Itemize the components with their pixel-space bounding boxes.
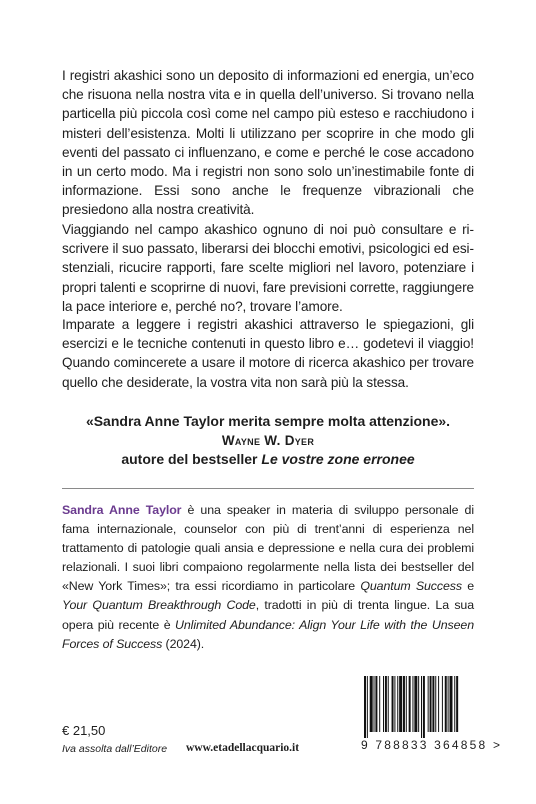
testimonial-quote <box>62 412 474 469</box>
price: € 21,50 <box>62 723 106 738</box>
vat-note: Iva assolta dall’Editore <box>62 743 168 755</box>
bio-book-title-1: Quantum Success <box>360 579 462 594</box>
bio-book-title-3: Unlimited Abundance: Align Your Life with the Unseen Forces of Success <box>62 617 475 651</box>
description-paragraph-2: Viaggiando nel campo akashico ognuno di noi può consultare e riscrivere il suo passato, liberarsi dei blocchi emotivi, psicologici ed esistenziali, ricucire rapporti, fare scelte migliori nel lavoro, potenziare i propri talenti e scoprirne di nuovi, fare previsioni corrette, raggiungere la pace interiore e, perché no?, trovare l’amore. <box>62 222 474 314</box>
quote-note-book-title: Le vostre zone erronee <box>261 451 415 467</box>
bio-book-title-2: Your Quantum Breakthrough Code <box>62 598 256 613</box>
description-paragraph-1: I registri akashici sono un deposito di informazioni ed energia, un’eco che risuona nella nostra vita e in quella dell’universo. Si trovano nella particella più piccola così come nel campo più esteso e racchiudono i misteri dell’esistenza. Molti li utilizzano per scoprire in che modo gli eventi del passato ci influenzano, e come e perché le cose accadono in un certo modo. Ma i registri non sono solo un’inestimabile fonte di informazione. Essi sono anche le frequenze vibrazionali che presiedono alla nostra creatività. <box>62 68 474 218</box>
bio-text-3: , tradotti in più di trenta lingue. La sua opera più recente è <box>62 598 474 632</box>
quote-author-note <box>62 450 474 469</box>
quote-text: «Sandra Anne Taylor merita sempre molta attenzione». <box>85 413 451 429</box>
bio-text-2: e <box>461 579 474 594</box>
author-name: Sandra Anne Taylor <box>62 503 182 517</box>
publisher-website[interactable]: www.etadellacquario.it <box>186 742 300 754</box>
quote-author: Wayne W. Dyer <box>221 433 315 448</box>
author-bio <box>62 501 474 654</box>
quote-note-prefix: autore del bestseller <box>121 451 262 467</box>
description-paragraph-3: Imparate a leggere i registri akashici attraverso le spiegazioni, gli esercizi e le tecniche contenuti in questo libro e… godetevi il viaggio! Quando comincerete a usare il motore di ricerca akashico per trovare quello che desiderate, la vostra vita non sarà più la stessa. <box>62 317 474 390</box>
bio-text-4: (2024). <box>162 636 205 651</box>
barcode-bars <box>358 676 488 738</box>
isbn-number: 9 788833 364858 > <box>361 738 503 752</box>
isbn-barcode <box>358 676 488 766</box>
bio-text-1: è una speaker in materia di sviluppo personale di fama internazionale, counselor con più di trent’anni di esperienza nel trattamento di patologie quali ansia e depressione e nella cura dei problemi relazionali. I suoi libri compaiono regolarmente nella lista dei bestseller del «New York Times»; tra essi ricordiamo in particolare <box>62 503 475 594</box>
section-divider <box>62 488 474 489</box>
